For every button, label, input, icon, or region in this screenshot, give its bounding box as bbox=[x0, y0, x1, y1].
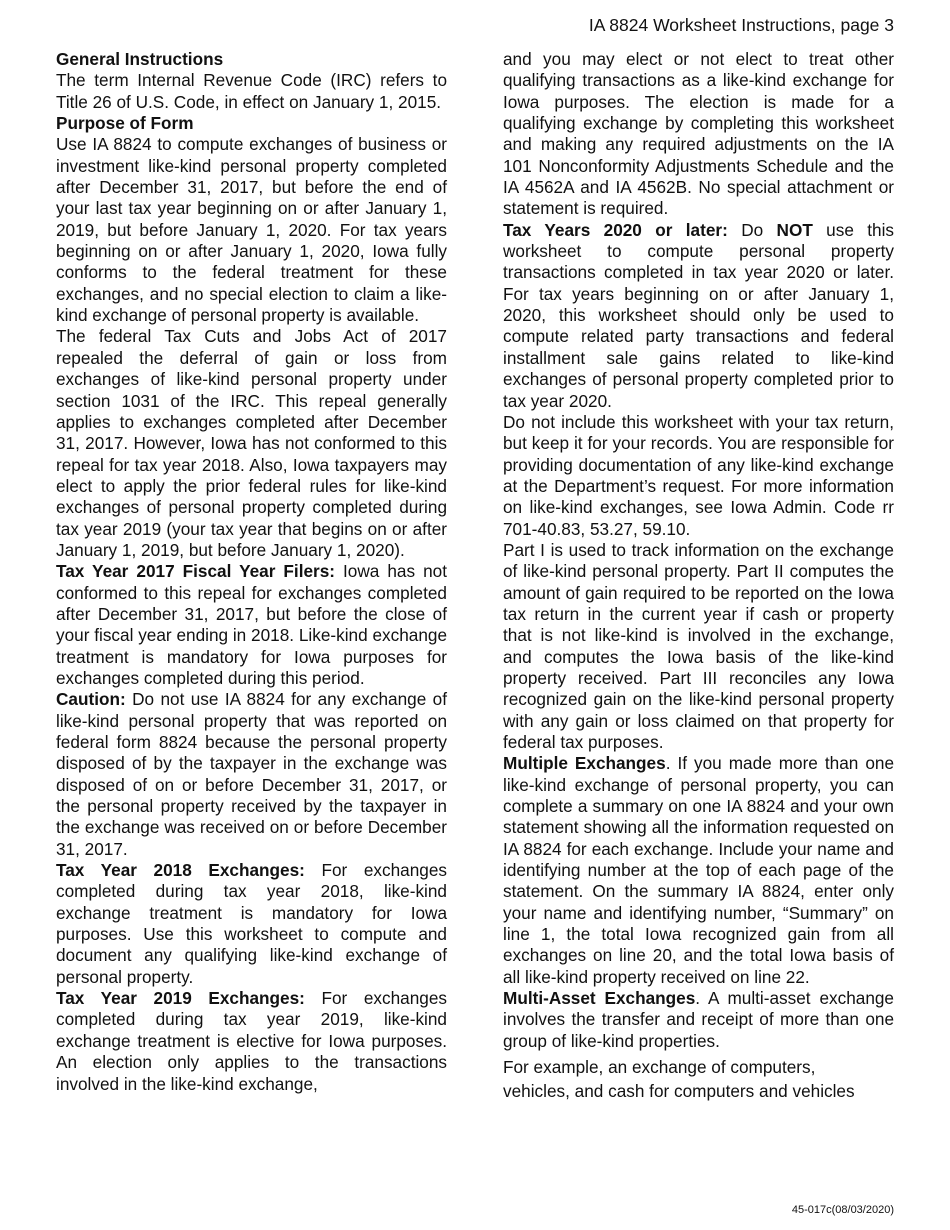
election-paragraph: and you may elect or not elect to treat other qualifying transactions as a like-kind exchange for Iowa purposes. The election is made for a qualifying exchange by completing this worksheet and making any required adjustments on the IA 101 Nonconformity Adjustments Schedule and the IA 4562A and IA 4562B. No special attachment or statement is required. bbox=[503, 49, 894, 219]
tax-year-2018-paragraph bbox=[56, 860, 447, 988]
purpose-of-form-heading: Purpose of Form bbox=[56, 113, 194, 134]
tax-year-2018-label: Tax Year 2018 Exchanges: bbox=[56, 860, 305, 881]
parts-paragraph: Part I is used to track information on the exchange of like-kind personal property. Part II computes the amount of gain required to be reported on the Iowa tax return in the current year if cash or property that is not like-kind is involved in the exchange, and computes the Iowa basis of the like-kind property received. Part III reconciles any Iowa recognized gain on the like-kind personal property with any gain or loss claimed on that property for federal tax purposes. bbox=[503, 539, 894, 752]
caution-paragraph bbox=[56, 689, 447, 860]
multi-asset-exchanges-paragraph bbox=[503, 988, 894, 1052]
multi-asset-exchanges-label: Multi-Asset Exchanges bbox=[503, 988, 696, 1009]
multiple-exchanges-label: Multiple Exchanges bbox=[503, 753, 666, 774]
right-column bbox=[503, 49, 894, 1103]
tcja-paragraph: The federal Tax Cuts and Jobs Act of 2017 repealed the deferral of gain or loss from exchanges of like-kind personal property under section 1031 of the IRC. This repeal generally applies to exchanges completed after December 31, 2017. However, Iowa has not conformed to this repeal for tax year 2018. Also, Iowa taxpayers may elect to apply the prior federal rules for like-kind exchanges of personal property completed during tax year 2019 (your tax year that begins on or after January 1, 2019, but before January 1, 2020). bbox=[56, 326, 447, 560]
tax-year-2019-label: Tax Year 2019 Exchanges: bbox=[56, 988, 305, 1009]
caution-text: Do not use IA 8824 for any exchange of like-kind personal property that was reported on federal form 8824 because the personal property disposed of by the taxpayer in the exchange was disposed of on or before December 31, 2017, or the personal property received by the taxpayer in the exchange was received on or before December 31, 2017. bbox=[56, 689, 447, 859]
fiscal-year-filers-label: Tax Year 2017 Fiscal Year Filers: bbox=[56, 561, 336, 582]
tax-years-2020-not: NOT bbox=[776, 219, 813, 240]
example-line-2: vehicles, and cash for computers and vehicles bbox=[503, 1081, 855, 1102]
example-paragraph bbox=[503, 1055, 894, 1103]
multiple-exchanges-text: . If you made more than one like-kind exchange of personal property, you can complete a summary on one IA 8824 and your own statement showing all the information requested on IA 8824 for each exchange. Include your name and identifying number at the top of each page of the statement. On the summary IA 8824, enter only your name and identifying number, “Summary” on line 1, the total Iowa recognized gain from all exchanges on line 20, and the total Iowa basis of all like-kind property received on line 22. bbox=[503, 753, 894, 987]
general-instructions-heading: General Instructions bbox=[56, 49, 224, 69]
form-code-footer: 45-017c(08/03/2020) bbox=[791, 1204, 894, 1216]
caution-label: Caution: bbox=[56, 689, 126, 710]
tax-years-2020-pre: Do bbox=[727, 219, 777, 240]
tax-year-2019-text: For exchanges completed during tax year 2019, like-kind exchange treatment is elective for Iowa purposes. An election only applies to the transactions involved in the like-kind exchange, bbox=[56, 988, 447, 1094]
fiscal-year-filers-paragraph bbox=[56, 561, 447, 689]
records-paragraph: Do not include this worksheet with your tax return, but keep it for your records. You are responsible for providing documentation of any like-kind exchange at the Department’s request. For more information on like-kind exchanges, see Iowa Admin. Code rr 701-40.83, 53.27, 59.10. bbox=[503, 411, 894, 539]
example-line-1: For example, an exchange of computers, bbox=[503, 1057, 816, 1078]
tax-year-2018-text: For exchanges completed during tax year 2018, like-kind exchange treatment is mandatory for Iowa purposes. Use this worksheet to compute and document any qualifying like-kind exchange of personal property. bbox=[56, 860, 447, 987]
multiple-exchanges-paragraph bbox=[503, 753, 894, 988]
tax-years-2020-text: use this worksheet to compute personal property transactions completed in tax year 2020 or later. For tax years beginning on or after January 1, 2020, this worksheet should only be used to compute related party transactions and federal installment sale gains related to like-kind exchanges of personal property completed prior to tax year 2020. bbox=[503, 219, 894, 411]
purpose-of-form-text: Use IA 8824 to compute exchanges of business or investment like-kind personal property completed after December 31, 2017, but before the end of your last tax year beginning on or after January 1, 2019, but before January 1, 2020. For tax years beginning on or after January 1, 2020, Iowa fully conforms to the federal treatment for these exchanges, and no special election to claim a like-kind exchange of personal property is available. bbox=[56, 134, 447, 326]
tax-years-2020-label: Tax Years 2020 or later: bbox=[503, 219, 728, 240]
tax-years-2020-paragraph bbox=[503, 220, 894, 412]
fiscal-year-filers-text: Iowa has not conformed to this repeal for exchanges completed after December 31, 2017, but before the close of your fiscal year ending in 2018. Like-kind exchange treatment is mandatory for Iowa purposes for exchanges completed during this period. bbox=[56, 561, 447, 688]
general-instructions-text: The term Internal Revenue Code (IRC) refers to Title 26 of U.S. Code, in effect on January 1, 2015. bbox=[56, 70, 447, 112]
left-column bbox=[56, 49, 447, 1095]
page-header: IA 8824 Worksheet Instructions, page 3 bbox=[588, 15, 894, 35]
tax-year-2019-paragraph bbox=[56, 988, 447, 1095]
multi-asset-exchanges-text: . A multi-asset exchange involves the transfer and receipt of more than one group of like-kind properties. bbox=[503, 988, 894, 1051]
